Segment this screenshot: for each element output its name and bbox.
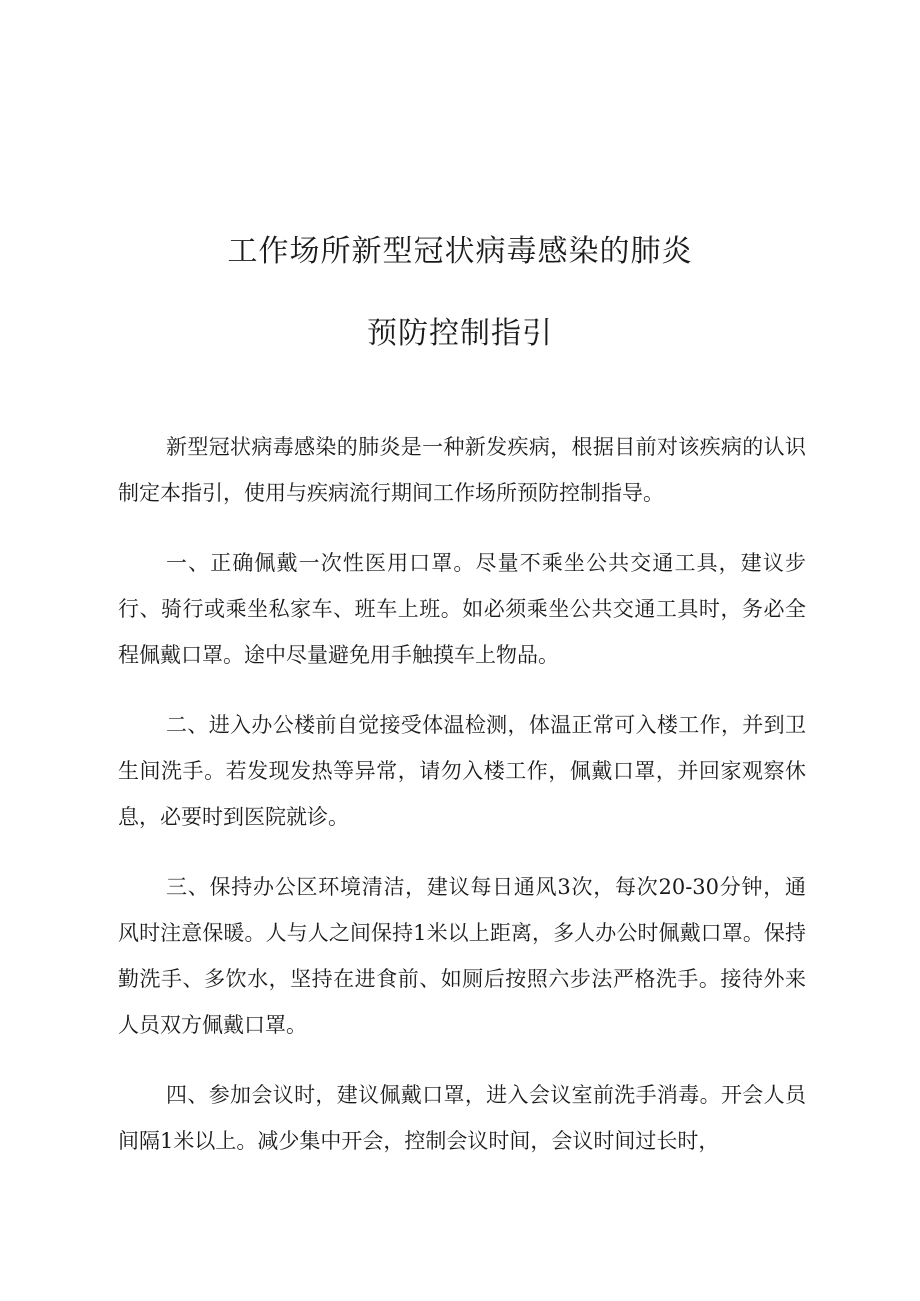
- document-title-line-1: 工作场所新型冠状病毒感染的肺炎: [227, 234, 693, 269]
- paragraph-item-2: 二、进入办公楼前自觉接受体温检测，体温正常可入楼工作，并到卫生间洗手。若发现发热等异常，请勿入楼工作，佩戴口罩，并回家观察休息，必要时到医院就诊。: [118, 713, 806, 829]
- paragraph-item-1: 一、正确佩戴一次性医用口罩。尽量不乘坐公共交通工具，建议步行、骑行或乘坐私家车、班车上班。如必须乘坐公共交通工具时，务必全程佩戴口罩。途中尽量避免用手触摸车上物品。: [118, 551, 806, 667]
- document-title-line-2: 预防控制指引: [367, 316, 553, 351]
- paragraph-item-3: 三、保持办公区环境清洁，建议每日通风3次，每次20-30分钟，通风时注意保暖。人与人之间保持1米以上距离，多人办公时佩戴口罩。保持勤洗手、多饮水，坚持在进食前、如厕后按照六步法严格洗手。接待外来人员双方佩戴口罩。: [118, 875, 806, 1037]
- paragraph-item-4: 四、参加会议时，建议佩戴口罩，进入会议室前洗手消毒。开会人员间隔1米以上。减少集中开会，控制会议时间，会议时间过长时，: [118, 1083, 806, 1153]
- document-body: [118, 424, 806, 1188]
- paragraph-intro: 新型冠状病毒感染的肺炎是一种新发疾病，根据目前对该疾病的认识制定本指引，使用与疾病流行期间工作场所预防控制指导。: [118, 435, 806, 505]
